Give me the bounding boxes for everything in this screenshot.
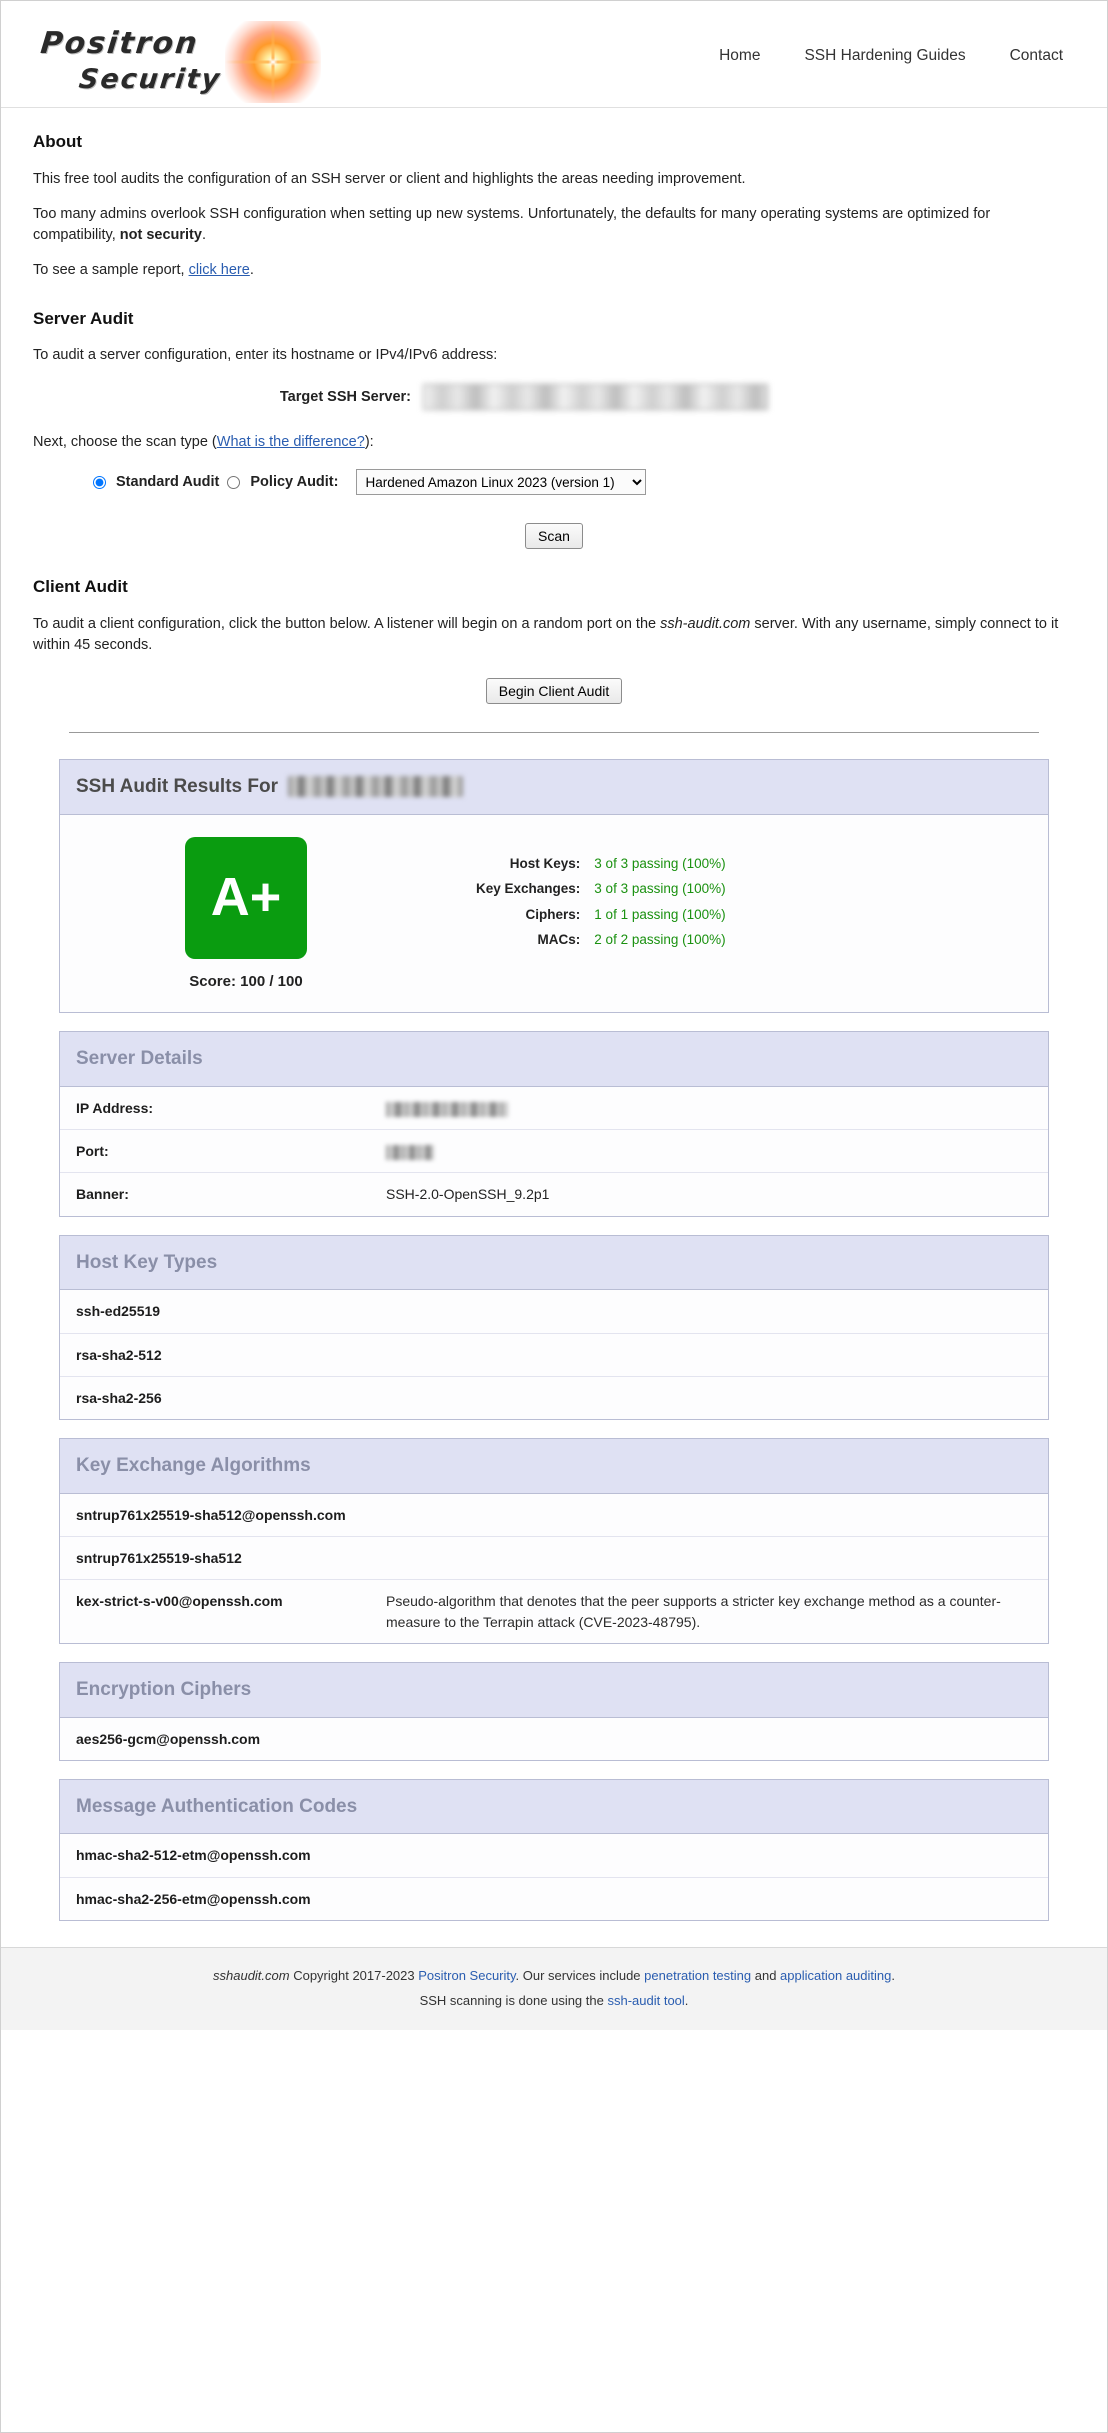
scan-button-row xyxy=(33,523,1075,549)
score-block xyxy=(76,837,416,993)
table-row xyxy=(476,876,726,902)
footer-link-positron-security[interactable]: Positron Security xyxy=(418,1967,516,1983)
table-row xyxy=(476,902,726,928)
about-paragraph-2 xyxy=(33,204,1075,246)
nav-item-contact[interactable]: Contact xyxy=(1009,47,1063,64)
table-row xyxy=(60,1130,1048,1173)
site-header xyxy=(1,1,1107,108)
stat-value-ciphers: 1 of 1 passing (100%) xyxy=(594,906,726,922)
mac-name: hmac-sha2-512-etm@openssh.com xyxy=(76,1847,311,1864)
kex-name: sntrup761x25519-sha512@openssh.com xyxy=(76,1506,346,1523)
starburst-icon xyxy=(225,21,321,103)
table-row xyxy=(476,851,726,877)
macs-table xyxy=(60,1834,1048,1920)
footer-link-penetration-testing[interactable]: penetration testing xyxy=(644,1967,752,1983)
begin-client-audit-button[interactable]: Begin Client Audit xyxy=(486,678,623,704)
server-detail-value-port xyxy=(370,1130,1048,1173)
results-score-panel xyxy=(59,759,1049,1013)
table-row xyxy=(60,1537,1048,1580)
kex-name: kex-strict-s-v00@openssh.com xyxy=(76,1593,283,1610)
policy-select[interactable] xyxy=(356,469,646,495)
table-row xyxy=(60,1376,1048,1419)
stat-key-host-keys: Host Keys: xyxy=(509,855,581,871)
host-key-name: rsa-sha2-256 xyxy=(76,1389,162,1406)
policy-audit-label[interactable]: Policy Audit: xyxy=(250,473,339,490)
client-audit-button-row xyxy=(33,678,1075,704)
sample-report-period: . xyxy=(249,261,254,278)
ciphers-heading: Encryption Ciphers xyxy=(60,1663,1048,1718)
score-body xyxy=(60,815,1048,1013)
about-p2-text-a: Too many admins overlook SSH configuration when setting up new systems. Unfortunately, the defaults for many operating systems are optimized for compatibility, xyxy=(33,205,991,243)
key-exchange-panel xyxy=(59,1438,1049,1644)
server-audit-intro: To audit a server configuration, enter its hostname or IPv4/IPv6 address: xyxy=(33,347,498,364)
table-row xyxy=(476,927,726,953)
mac-note xyxy=(370,1834,1048,1877)
host-key-note xyxy=(370,1333,1048,1376)
stat-key-key-exchanges: Key Exchanges: xyxy=(476,881,581,897)
scan-type-text-b: ): xyxy=(364,434,374,451)
table-row xyxy=(60,1718,1048,1760)
ciphers-table xyxy=(60,1718,1048,1760)
about-paragraph-3 xyxy=(33,260,1075,281)
client-audit-paragraph xyxy=(33,614,1075,656)
kex-name: sntrup761x25519-sha512 xyxy=(76,1550,242,1567)
logo-text xyxy=(35,25,227,96)
scan-type-prompt xyxy=(33,432,1075,453)
section-divider xyxy=(69,732,1039,733)
nav-item-ssh-hardening-guides[interactable]: SSH Hardening Guides xyxy=(804,47,966,64)
client-audit-server-name: ssh-audit.com xyxy=(660,616,751,633)
server-details-table xyxy=(60,1087,1048,1216)
server-detail-key-port: Port: xyxy=(76,1143,109,1160)
footer-link-application-auditing[interactable]: application auditing xyxy=(780,1967,892,1983)
grade-badge: A+ xyxy=(185,837,307,959)
kex-note xyxy=(370,1537,1048,1580)
about-p2-text-b: . xyxy=(201,226,206,243)
stat-value-key-exchanges: 3 of 3 passing (100%) xyxy=(594,881,726,897)
scan-type-difference-link[interactable]: What is the difference? xyxy=(216,434,365,451)
site-logo[interactable] xyxy=(33,19,433,97)
host-key-types-heading: Host Key Types xyxy=(60,1236,1048,1291)
logo-line-2: Security xyxy=(77,63,223,95)
macs-panel xyxy=(59,1779,1049,1921)
client-audit-text-a: To audit a client configuration, click the button below. A listener will begin on a random port on the xyxy=(33,616,661,633)
stat-value-macs: 2 of 2 passing (100%) xyxy=(594,932,726,948)
footer-site-name: sshaudit.com xyxy=(213,1967,290,1983)
ciphers-panel xyxy=(59,1662,1049,1761)
server-details-panel xyxy=(59,1031,1049,1216)
macs-heading: Message Authentication Codes xyxy=(60,1780,1048,1835)
about-heading: About xyxy=(33,132,83,151)
host-key-types-panel xyxy=(59,1235,1049,1420)
table-row xyxy=(60,1290,1048,1333)
host-key-types-table xyxy=(60,1290,1048,1419)
server-audit-heading: Server Audit xyxy=(33,308,134,328)
footer-copyright-text: Copyright 2017-2023 xyxy=(289,1967,419,1983)
scan-button[interactable]: Scan xyxy=(525,523,583,549)
policy-audit-radio[interactable] xyxy=(227,476,240,489)
host-key-name: rsa-sha2-512 xyxy=(76,1346,162,1363)
nav-item-home[interactable]: Home xyxy=(719,47,761,64)
target-server-label: Target SSH Server: xyxy=(279,388,411,405)
server-detail-key-ip: IP Address: xyxy=(76,1099,154,1116)
footer-link-ssh-audit-tool[interactable]: ssh-audit tool xyxy=(607,1992,685,2008)
results-title xyxy=(60,760,1048,815)
logo-line-1: Positron xyxy=(38,26,201,61)
footer-tool-text: SSH scanning is done using the xyxy=(419,1992,608,2008)
standard-audit-label[interactable]: Standard Audit xyxy=(116,473,220,490)
results-target-redacted xyxy=(288,776,463,797)
standard-audit-radio[interactable] xyxy=(93,476,106,489)
mac-name: hmac-sha2-256-etm@openssh.com xyxy=(76,1890,311,1907)
target-server-row xyxy=(33,384,1075,410)
table-row xyxy=(60,1580,1048,1643)
table-row xyxy=(60,1333,1048,1376)
footer-and-text: and xyxy=(751,1967,781,1983)
kex-note xyxy=(370,1494,1048,1537)
kex-note: Pseudo-algorithm that denotes that the peer supports a stricter key exchange method as a counter-measure to the Terrapin attack (CVE-2023-48795). xyxy=(386,1593,1001,1630)
table-row xyxy=(60,1173,1048,1216)
stat-value-host-keys: 3 of 3 passing (100%) xyxy=(594,855,726,871)
client-audit-text-b: server. With any username, simply connect to it within 45 seconds. xyxy=(33,616,1059,654)
scan-type-options xyxy=(93,469,1075,495)
results-stats-table xyxy=(476,851,726,953)
scan-type-text-a: Next, choose the scan type ( xyxy=(33,434,217,451)
score-value: Score: 100 / 100 xyxy=(189,972,303,990)
server-detail-value-ip xyxy=(370,1087,1048,1130)
about-p2-emphasis: not security xyxy=(119,226,202,243)
host-key-note xyxy=(370,1376,1048,1419)
host-key-name: ssh-ed25519 xyxy=(76,1303,161,1320)
port-redacted xyxy=(386,1145,434,1160)
stat-key-macs: MACs: xyxy=(537,932,581,948)
footer-services-text: . Our services include xyxy=(515,1967,645,1983)
footer-period: . xyxy=(891,1967,895,1983)
footer-line-2 xyxy=(1,1993,1107,2008)
footer-line-1 xyxy=(1,1968,1107,1983)
about-paragraph-1: This free tool audits the configuration of an SSH server or client and highlights the areas needing improvement. xyxy=(33,170,746,187)
site-footer xyxy=(1,1947,1107,2030)
main-nav xyxy=(719,47,1075,65)
results-title-text: SSH Audit Results For xyxy=(76,776,278,798)
table-row xyxy=(60,1834,1048,1877)
cipher-note xyxy=(370,1718,1048,1760)
sample-report-link[interactable]: click here xyxy=(188,261,250,278)
cipher-name: aes256-gcm@openssh.com xyxy=(76,1730,261,1747)
stat-key-ciphers: Ciphers: xyxy=(525,906,581,922)
server-detail-value-banner: SSH-2.0-OpenSSH_9.2p1 xyxy=(386,1186,550,1203)
server-details-heading: Server Details xyxy=(60,1032,1048,1087)
key-exchange-heading: Key Exchange Algorithms xyxy=(60,1439,1048,1494)
sample-report-text: To see a sample report, xyxy=(33,261,189,278)
key-exchange-table xyxy=(60,1494,1048,1643)
table-row xyxy=(60,1877,1048,1920)
mac-note xyxy=(370,1877,1048,1920)
host-key-note xyxy=(370,1290,1048,1333)
footer-tool-period: . xyxy=(684,1992,689,2008)
table-row xyxy=(60,1087,1048,1130)
table-row xyxy=(60,1494,1048,1537)
target-server-input[interactable] xyxy=(423,384,768,410)
main-content xyxy=(1,108,1107,1921)
client-audit-heading: Client Audit xyxy=(33,577,128,597)
ip-redacted xyxy=(386,1102,508,1117)
server-detail-key-banner: Banner: xyxy=(76,1186,129,1203)
